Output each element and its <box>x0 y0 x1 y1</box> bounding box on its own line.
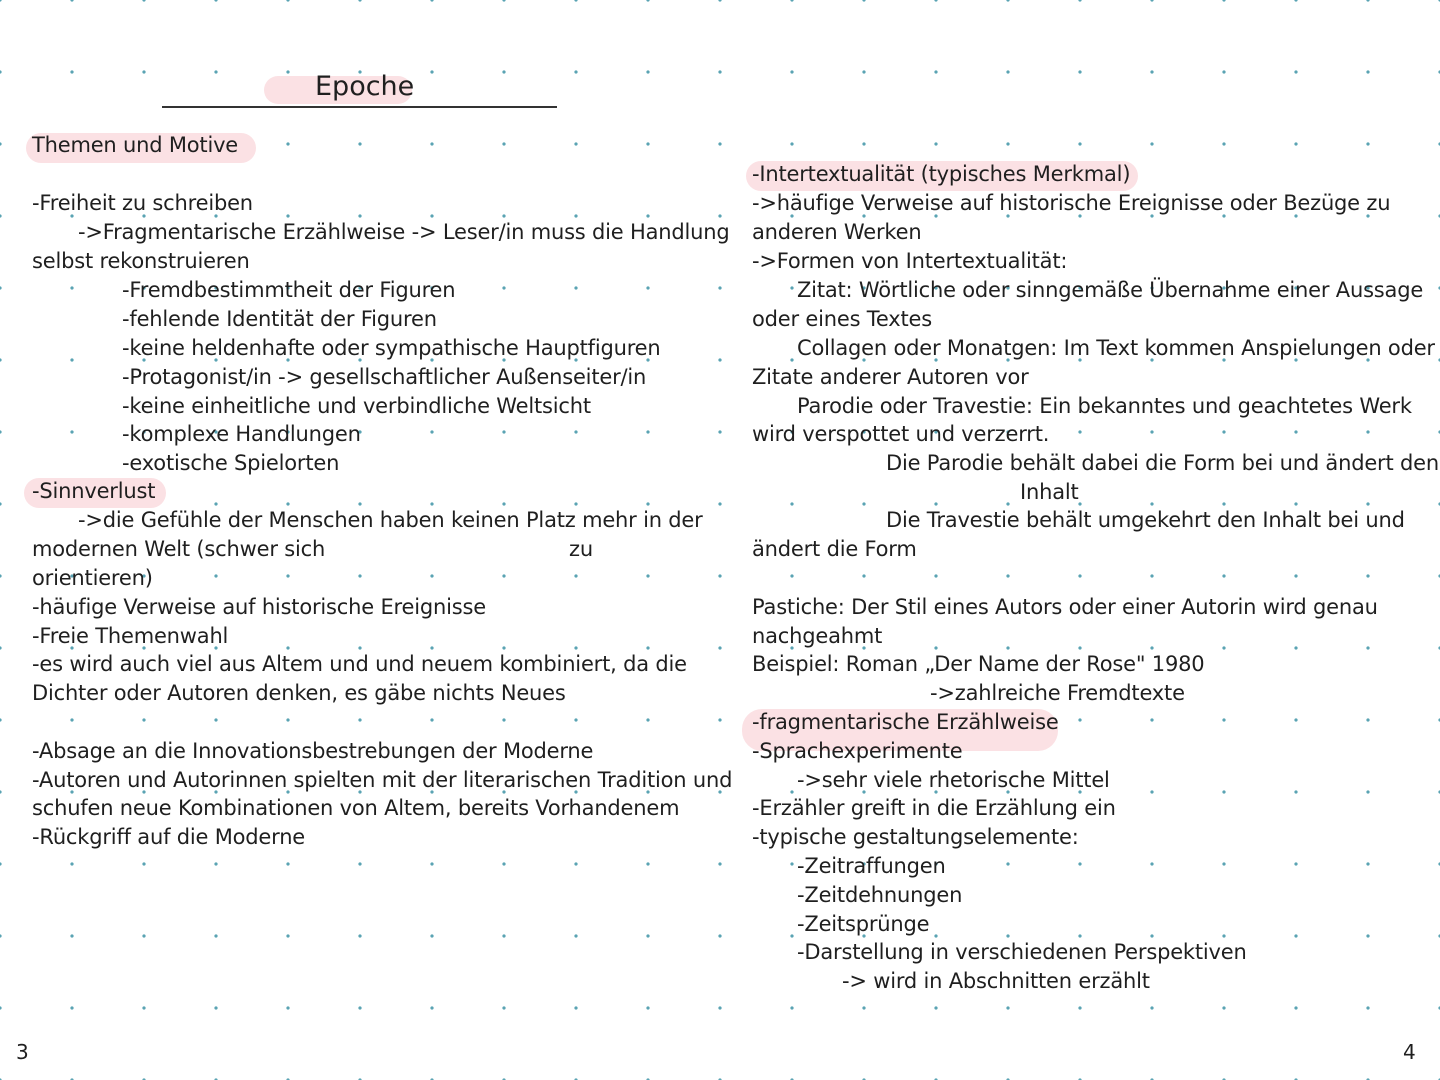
note-line: -komplexe Handlungen <box>122 422 361 446</box>
note-line: Pastiche: Der Stil eines Autors oder einer Autorin wird genau <box>752 595 1378 619</box>
note-line: wird verspottet und verzerrt. <box>752 422 1050 446</box>
note-line: anderen Werken <box>752 220 922 244</box>
note-line: oder eines Textes <box>752 307 932 331</box>
note-line: ->Formen von Intertextualität: <box>752 249 1068 273</box>
note-line: -Rückgriff auf die Moderne <box>32 825 306 849</box>
note-line: modernen Welt (schwer sich <box>32 537 326 561</box>
note-line: -Zeitraffungen <box>797 854 946 878</box>
note-line: Die Travestie behält umgekehrt den Inhalt bei und <box>886 508 1405 532</box>
note-line: Inhalt <box>1020 480 1079 504</box>
title-block <box>162 68 557 108</box>
page-number-right: 4 <box>1403 1040 1416 1064</box>
note-line: -Fremdbestimmtheit der Figuren <box>122 278 456 302</box>
title-underline <box>162 106 557 108</box>
note-line: -Intertextualität (typisches Merkmal) <box>752 162 1131 186</box>
note-line: Zitat: Wörtliche oder sinngemäße Übernahme einer Aussage <box>797 278 1424 302</box>
note-line: ->sehr viele rhetorische Mittel <box>797 768 1110 792</box>
section-heading: Themen und Motive <box>32 133 239 157</box>
note-line: -Autoren und Autorinnen spielten mit der literarischen Tradition und <box>32 768 733 792</box>
note-line: selbst rekonstruieren <box>32 249 250 273</box>
note-line: -Sprachexperimente <box>752 739 963 763</box>
right-page <box>720 0 1440 1080</box>
note-line: -> wird in Abschnitten erzählt <box>842 969 1150 993</box>
note-line: -typische gestaltungselemente: <box>752 825 1079 849</box>
note-line: Parodie oder Travestie: Ein bekanntes und geachtetes Werk <box>797 394 1412 418</box>
note-line: zu <box>569 537 593 561</box>
note-line: ->Fragmentarische Erzählweise -> Leser/in muss die Handlung <box>78 220 730 244</box>
note-line: -keine einheitliche und verbindliche Weltsicht <box>122 394 591 418</box>
page-title: Epoche <box>315 71 415 102</box>
note-line: -Sinnverlust <box>32 479 156 503</box>
note-line: -Absage an die Innovationsbestrebungen der Moderne <box>32 739 594 763</box>
note-line: -häufige Verweise auf historische Ereignisse <box>32 595 486 619</box>
note-line: -fragmentarische Erzählweise <box>752 710 1059 734</box>
note-line: ändert die Form <box>752 537 917 561</box>
note-line: orientieren) <box>32 566 153 590</box>
note-line: ->häufige Verweise auf historische Ereignisse oder Bezüge zu <box>752 191 1391 215</box>
note-line: -Freie Themenwahl <box>32 624 229 648</box>
note-line: ->zahlreiche Fremdtexte <box>930 681 1185 705</box>
note-line: Collagen oder Monatgen: Im Text kommen Anspielungen oder <box>797 336 1435 360</box>
note-line: -fehlende Identität der Figuren <box>122 307 437 331</box>
note-line: -Erzähler greift in die Erzählung ein <box>752 796 1116 820</box>
note-line: -es wird auch viel aus Altem und und neuem kombiniert, da die <box>32 652 687 676</box>
note-line: -keine heldenhafte oder sympathische Hauptfiguren <box>122 336 661 360</box>
note-line: Dichter oder Autoren denken, es gäbe nichts Neues <box>32 681 566 705</box>
note-line: Die Parodie behält dabei die Form bei und ändert den <box>886 451 1439 475</box>
note-line: -Zeitdehnungen <box>797 883 963 907</box>
note-line: nachgeahmt <box>752 624 883 648</box>
note-line: -Zeitsprünge <box>797 912 930 936</box>
page-number-left: 3 <box>16 1040 29 1064</box>
note-line: Zitate anderer Autoren vor <box>752 365 1029 389</box>
note-line: schufen neue Kombinationen von Altem, bereits Vorhandenem <box>32 796 680 820</box>
note-line: -exotische Spielorten <box>122 451 340 475</box>
note-line: ->die Gefühle der Menschen haben keinen Platz mehr in der <box>78 508 703 532</box>
note-line: -Protagonist/in -> gesellschaftlicher Außenseiter/in <box>122 365 647 389</box>
note-line: -Freiheit zu schreiben <box>32 191 253 215</box>
note-line: -Darstellung in verschiedenen Perspektiven <box>797 940 1247 964</box>
note-line: Beispiel: Roman „Der Name der Rose" 1980 <box>752 652 1205 676</box>
